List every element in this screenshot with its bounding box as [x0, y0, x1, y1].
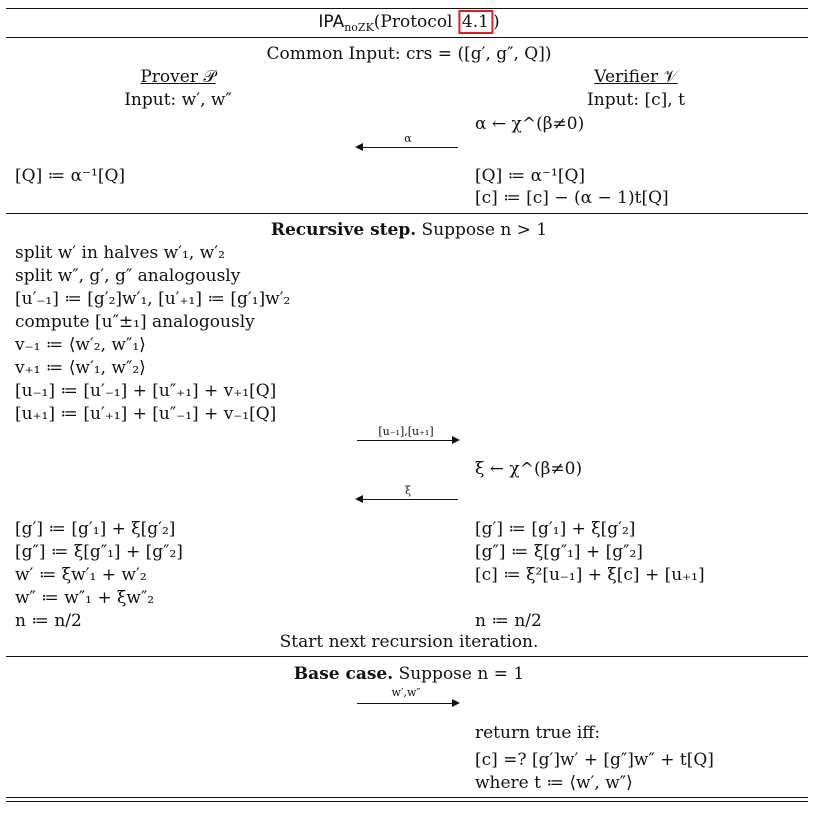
- prover-update-line: w′ ≔ ξw′₁ + w′₂: [15, 565, 147, 585]
- prover-q-update: [Q] ≔ α⁻¹[Q]: [15, 166, 126, 186]
- table-bottom-rule-1: [6, 797, 808, 798]
- verifier-title: Verifier 𝒱: [594, 67, 678, 87]
- setup-rule: [6, 213, 808, 214]
- recursive-step-heading: [271, 219, 547, 241]
- verifier-update-line: [g′] ≔ [g′₁] + ξ[g′₂]: [475, 519, 636, 539]
- prover-title: Prover 𝒫: [140, 67, 216, 87]
- prover-update-line: w″ ≔ w″₁ + ξw″₂: [15, 588, 155, 608]
- verifier-q-update: [Q] ≔ α⁻¹[Q]: [475, 166, 586, 186]
- arrow-xi-left: [357, 499, 458, 500]
- base-case-condition: Suppose n = 1: [393, 664, 525, 684]
- prover-line: split w″, g′, g″ analogously: [15, 266, 241, 286]
- protocol-suffix: ): [492, 12, 500, 32]
- verifier-n-update: n ≔ n/2: [475, 611, 542, 631]
- protocol-name: IPA: [318, 12, 345, 32]
- prover-n-update: n ≔ n/2: [15, 611, 82, 631]
- verifier-where-line: where t ≔ ⟨w′, w″⟩: [475, 773, 633, 793]
- verifier-update-line: [g″] ≔ ξ[g″₁] + [g″₂]: [475, 542, 643, 562]
- prover-line: v₋₁ ≔ ⟨w′₂, w″₁⟩: [15, 335, 146, 355]
- table-top-rule: [6, 8, 808, 9]
- protocol-subscript: noZK: [344, 21, 374, 34]
- prover-update-line: [g′] ≔ [g′₁] + ξ[g′₂]: [15, 519, 176, 539]
- verifier-return-line: return true iff:: [475, 723, 601, 743]
- prover-line: split w′ in halves w′₁, w′₂: [15, 243, 225, 263]
- common-input: Common Input: crs = ([g′, g″, Q]): [266, 44, 552, 64]
- verifier-check-equation: [c] =? [g′]w′ + [g″]w″ + t[Q]: [475, 750, 714, 770]
- arrow-alpha-left: [357, 147, 458, 148]
- prover-line: [u₋₁] ≔ [u′₋₁] + [u″₊₁] + v₊₁[Q]: [15, 381, 277, 401]
- verifier-alpha-sample: α ← χ^(β≠0): [475, 114, 585, 134]
- next-iteration-note: Start next recursion iteration.: [279, 632, 539, 652]
- prover-line: v₊₁ ≔ ⟨w′₁, w″₂⟩: [15, 358, 146, 378]
- recursive-step-condition: Suppose n > 1: [416, 220, 548, 240]
- arrow-alpha-label: α: [404, 132, 412, 145]
- prover-input: Input: w′, w″: [124, 90, 232, 110]
- prover-update-line: [g″] ≔ ξ[g″₁] + [g″₂]: [15, 542, 183, 562]
- arrow-w-right: [357, 703, 458, 704]
- recursive-rule: [6, 656, 808, 657]
- arrow-u-right: [357, 440, 458, 441]
- arrow-xi-label: ξ: [404, 484, 412, 497]
- protocol-reference-link[interactable]: 4.1: [458, 10, 493, 34]
- verifier-xi-sample: ξ ← χ^(β≠0): [475, 459, 583, 479]
- title-rule: [6, 37, 808, 38]
- arrow-u-label: [u₋₁],[u₊₁]: [378, 425, 434, 438]
- prover-line: compute [u″±₁] analogously: [15, 312, 255, 332]
- base-case-label: Base case.: [293, 664, 394, 684]
- verifier-c-update: [c] ≔ [c] − (α − 1)t[Q]: [475, 188, 669, 208]
- protocol-title: [318, 12, 499, 34]
- prover-line: [u′₋₁] ≔ [g′₂]w′₁, [u′₊₁] ≔ [g′₁]w′₂: [15, 289, 291, 309]
- arrow-w-label: w′,w″: [391, 686, 421, 699]
- table-bottom-rule-2: [6, 801, 808, 802]
- protocol-prefix: (Protocol: [373, 12, 458, 32]
- base-case-heading: [294, 663, 524, 685]
- verifier-input: Input: [c], t: [587, 90, 685, 110]
- prover-line: [u₊₁] ≔ [u′₊₁] + [u″₋₁] + v₋₁[Q]: [15, 404, 277, 424]
- verifier-update-line: [c] ≔ ξ²[u₋₁] + ξ[c] + [u₊₁]: [475, 565, 705, 585]
- recursive-step-label: Recursive step.: [270, 220, 417, 240]
